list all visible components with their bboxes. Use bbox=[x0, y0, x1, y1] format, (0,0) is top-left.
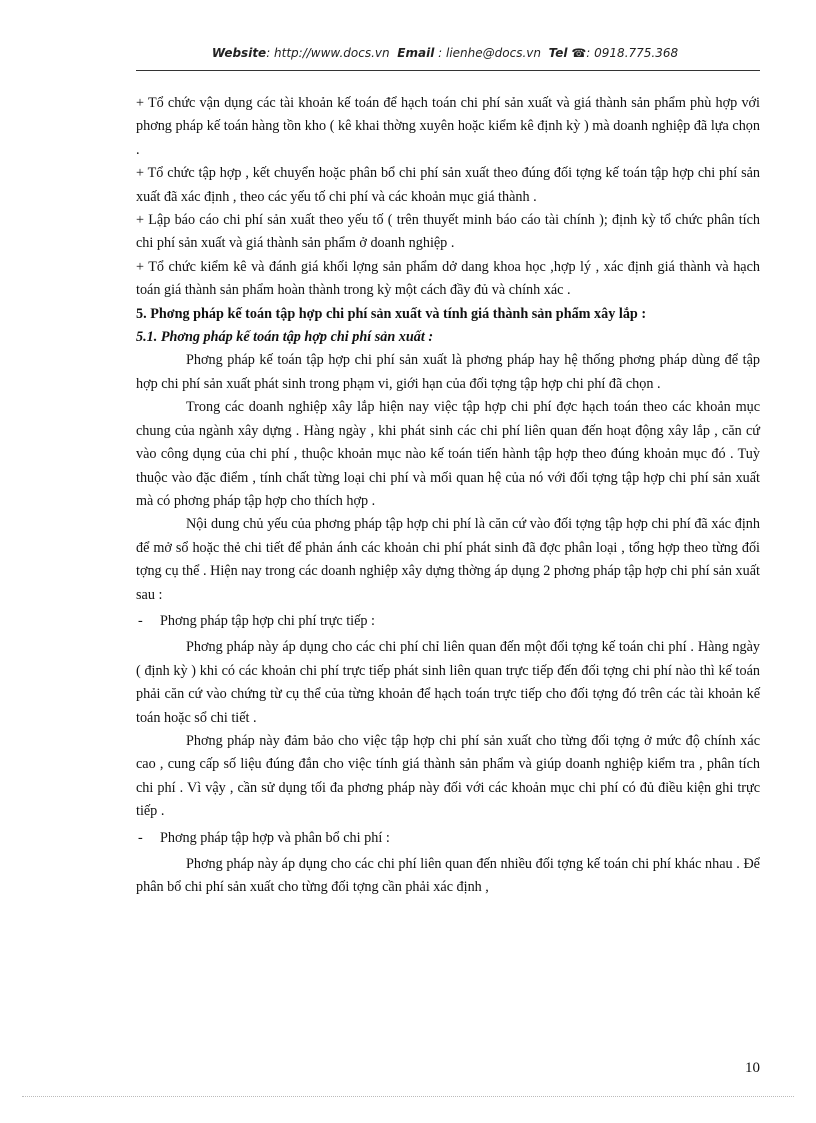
email-value: : lienhe@docs.vn bbox=[438, 46, 541, 60]
email-label: Email bbox=[397, 46, 435, 60]
paragraph: + Lập báo cáo chi phí sản xuất theo yếu tố ( trên thuyết minh báo cáo tài chính ); định kỳ tổ chức phân tích chi phí sản xuất và giá thành sản phẩm ở doanh nghiệp . bbox=[136, 212, 760, 252]
tel-value: : 0918.775.368 bbox=[586, 46, 679, 60]
section-heading: 5. Phơng pháp kế toán tập hợp chi phí sản xuất và tính giá thành sản phẩm xây lắp : bbox=[136, 305, 647, 322]
paragraph: Phơng pháp này áp dụng cho các chi phí liên quan đến nhiều đối tợng kế toán chi phí khác nhau . Để phân bổ chi phí sản xuất cho từng đối tợng cần phải xác định , bbox=[136, 856, 760, 896]
paragraph: Phơng pháp kế toán tập hợp chi phí sản xuất là phơng pháp hay hệ thống phơng pháp dùng để tập hợp chi phí sản xuất phát sinh trong phạm vi, giới hạn của đối tợng tập hợp chi phí đã chọn . bbox=[136, 352, 760, 392]
paragraph: Phơng pháp này áp dụng cho các chi phí chỉ liên quan đến một đối tợng kế toán chi phí . Hàng ngày ( định kỳ ) khi có các khoản chi phí trực tiếp phát sinh liên quan trực tiếp đến đối tợng chi phí nào thì kế toán phải căn cứ vào chứng từ cụ thể của từng khoản để hạch toán trực tiếp cho đối tợng đó trên các tài khoản kế toán hoặc sổ chi tiết . bbox=[136, 639, 760, 726]
website-value: : http://www.docs.vn bbox=[266, 46, 390, 60]
paragraph: Phơng pháp này đảm bảo cho việc tập hợp chi phí sản xuất cho từng đối tợng ở mức độ chính xác cao , cung cấp số liệu đúng đắn cho việc tính giá thành sản phẩm và giúp doanh nghiệp kiểm tra , phân tích chi phí . Vì vậy , cần sử dụng tối đa phơng pháp này đối với các khoản mục chi phí có đủ điều kiện ghi trực tiếp . bbox=[136, 732, 760, 820]
dash-bullet: - bbox=[138, 612, 143, 629]
paragraph: + Tổ chức vận dụng các tài khoản kế toán để hạch toán chi phí sản xuất và giá thành sản phẩm phù hợp với phơng pháp kế toán hàng tồn kho ( kê khai thờng xuyên hoặc kiểm kê định kỳ ) mà doanh nghiệp đã lựa chọn . bbox=[136, 95, 760, 158]
subsection-heading: 5.1. Phơng pháp kế toán tập hợp chi phí sản xuất : bbox=[136, 329, 434, 346]
list-item-text: Phơng pháp tập hợp chi phí trực tiếp : bbox=[160, 612, 375, 629]
tel-label: Tel bbox=[548, 46, 568, 60]
header-divider bbox=[136, 70, 760, 71]
list-item bbox=[136, 610, 760, 633]
list-item-text: Phơng pháp tập hợp và phân bổ chi phí : bbox=[160, 829, 390, 846]
paragraph: Trong các doanh nghiệp xây lắp hiện nay việc tập hợp chi phí đợc hạch toán theo các khoản mục chung của ngành xây dựng . Hàng ngày , khi phát sinh các chi phí liên quan đến hoạt động xây lắp , căn cứ vào công dụng của chi phí , thuộc khoản mục nào kế toán tiến hành tập hợp theo đúng khoản mục đó . Tuỳ thuộc vào đặc điểm , tính chất từng loại chi phí và mối quan hệ của nó với đối tợng tập hợp chi phí sản xuất mà có phơng pháp tập hợp cho thích hợp . bbox=[136, 399, 760, 509]
paragraph: + Tổ chức tập hợp , kết chuyển hoặc phân bổ chi phí sản xuất theo đúng đối tợng kế toán tập hợp chi phí sản xuất đã xác định , theo các yếu tố chi phí và các khoản mục giá thành . bbox=[136, 165, 760, 205]
dash-bullet: - bbox=[138, 829, 143, 846]
website-label: Website bbox=[211, 46, 267, 60]
page-number: 10 bbox=[745, 1060, 760, 1076]
paragraph: + Tổ chức kiểm kê và đánh giá khối lợng sản phẩm dở dang khoa học ,hợp lý , xác định giá thành và hạch toán giá thành sản phẩm hoàn thành trong kỳ một cách đầy đủ và chính xác . bbox=[136, 258, 760, 299]
phone-icon: ☎ bbox=[571, 46, 587, 60]
page-header bbox=[130, 46, 760, 60]
list-item bbox=[136, 827, 760, 850]
paragraph: Nội dung chủ yếu của phơng pháp tập hợp chi phí là căn cứ vào đối tợng tập hợp chi phí đã xác định để mở sổ hoặc thẻ chi tiết để phản ánh các khoản chi phí phát sinh đã đợc phân loại , tổng hợp theo từng đối tợng cụ thể . Hiện nay trong các doanh nghiệp xây dựng thờng áp dụng 2 phơng pháp tập hợp chi phí sản xuất sau : bbox=[136, 516, 760, 603]
document-body bbox=[136, 92, 760, 900]
footer-divider bbox=[22, 1096, 794, 1097]
